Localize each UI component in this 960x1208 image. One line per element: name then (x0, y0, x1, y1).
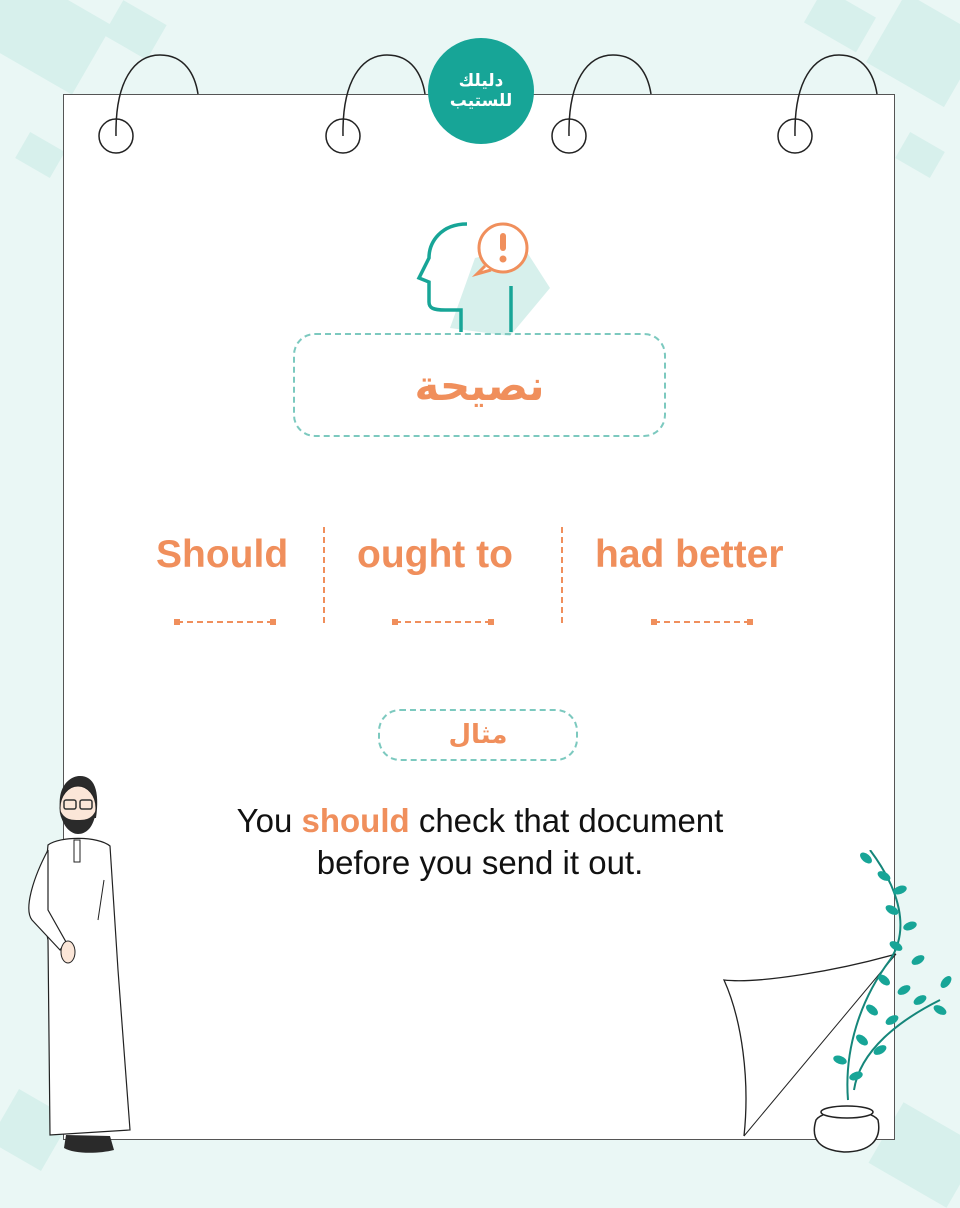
term-divider (323, 527, 325, 623)
background-shape (804, 0, 876, 52)
example-sentence (180, 800, 780, 884)
binder-ring-icon (774, 50, 884, 160)
term-should: Should (156, 533, 289, 576)
logo-text-line1: دليلك (458, 71, 504, 91)
term-blank-line (654, 621, 750, 623)
binder-ring-icon (548, 50, 658, 160)
example-label: مثال (448, 720, 508, 750)
sentence-highlight: should (301, 802, 410, 839)
title-box (293, 333, 666, 437)
term-blank-line (395, 621, 491, 623)
brand-logo (428, 38, 534, 144)
plant-icon (800, 850, 960, 1160)
sentence-line2: before you send it out. (316, 844, 644, 881)
sentence-part-after: check that document (409, 802, 724, 839)
term-had-better: had better (595, 533, 784, 576)
head-alert-icon (415, 218, 555, 338)
background-shape (895, 132, 945, 178)
sentence-part-before: You (236, 802, 302, 839)
term-ought-to: ought to (357, 533, 513, 576)
logo-text-line2: للستيب (449, 91, 513, 111)
page-title: نصيحة (414, 360, 545, 410)
example-box (378, 709, 578, 761)
binder-ring-icon (322, 50, 432, 160)
term-blank-line (177, 621, 273, 623)
person-illustration (18, 770, 148, 1160)
binder-ring-icon (95, 50, 205, 160)
term-divider (561, 527, 563, 623)
background-shape (15, 132, 65, 178)
